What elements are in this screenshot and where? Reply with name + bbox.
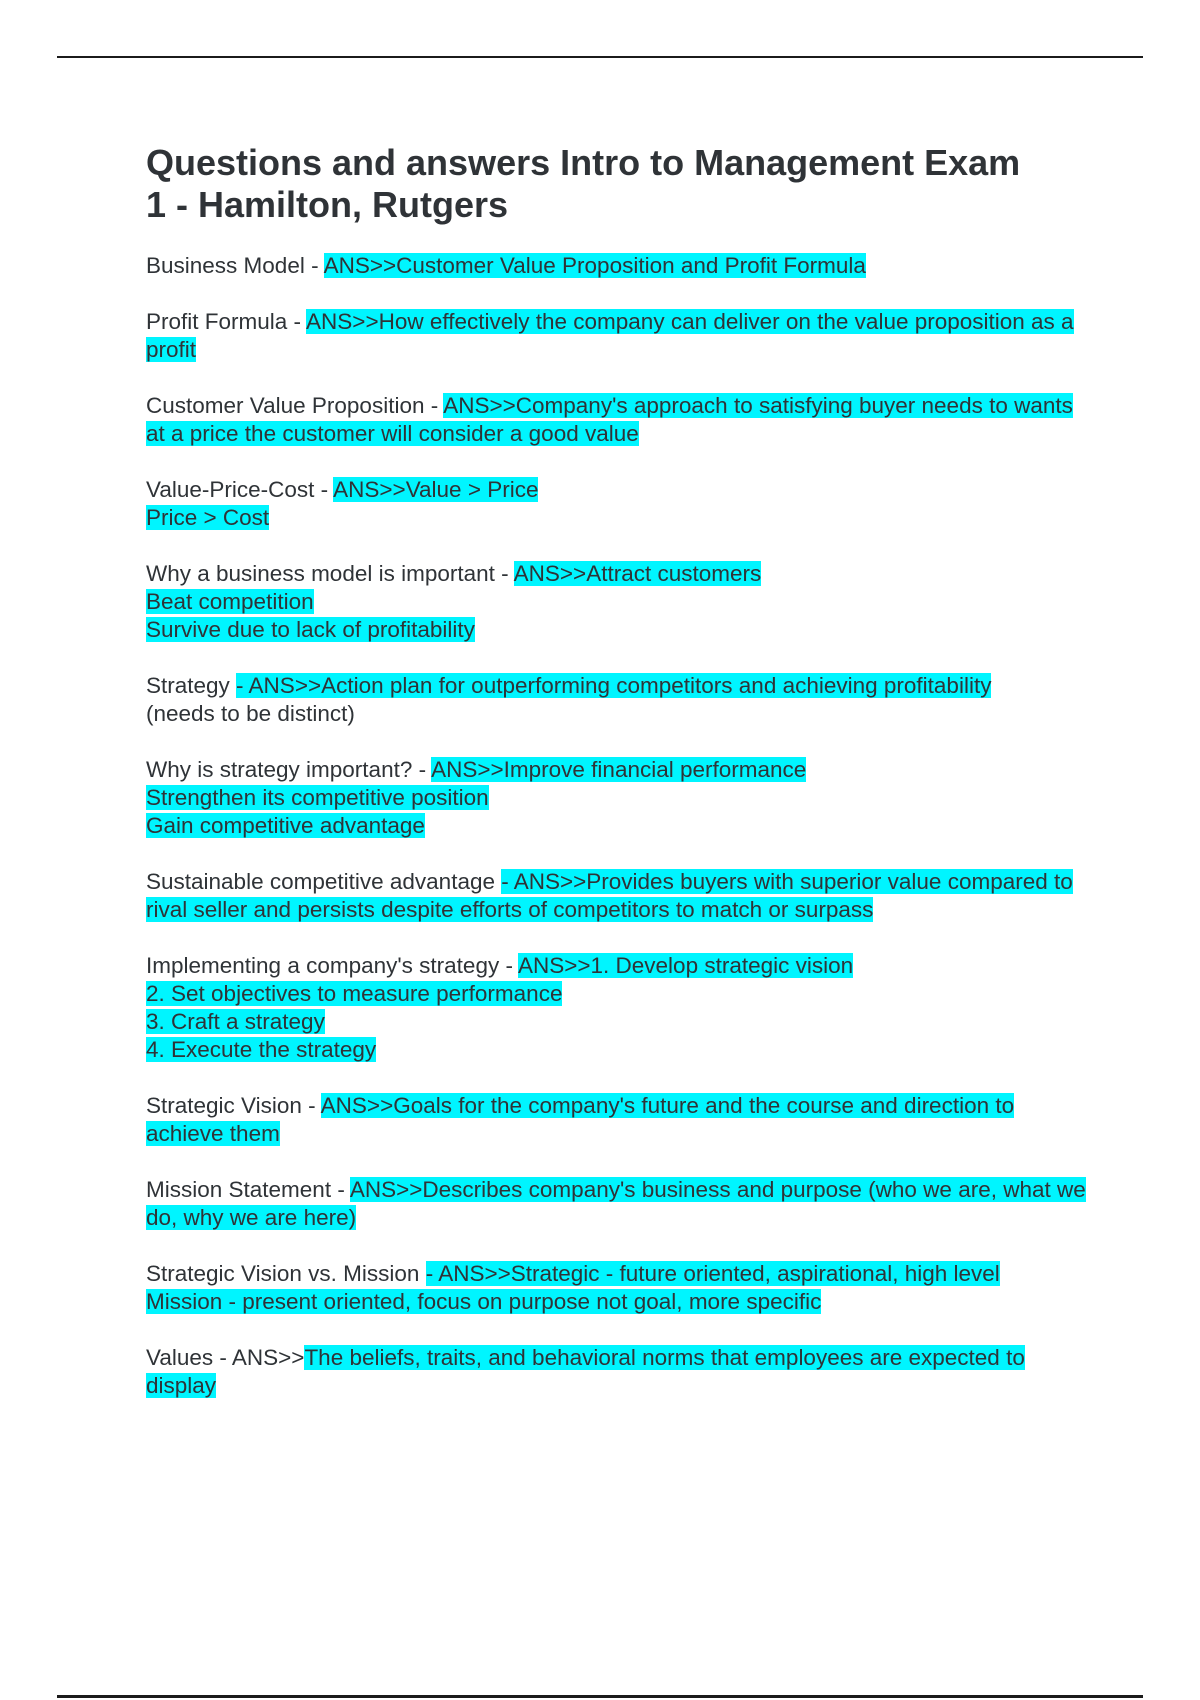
question-text: Why a business model is important -: [146, 561, 514, 586]
answer-highlight: ANS>>Customer Value Proposition and Profit Formula: [323, 253, 866, 278]
question-text: Strategic Vision -: [146, 1093, 321, 1118]
answer-highlight: ANS>>Improve financial performance: [431, 757, 807, 782]
qa-item: [146, 1092, 1086, 1148]
answer-highlight: Gain competitive advantage: [146, 813, 425, 838]
answer-highlight: ANS>>Describes company's business and purpose (who we are, what we do, why we are here): [146, 1177, 1086, 1230]
question-text: Implementing a company's strategy -: [146, 953, 518, 978]
qa-item: [146, 1260, 1086, 1316]
question-text: Values - ANS>>: [146, 1345, 305, 1370]
question-text: Sustainable competitive advantage: [146, 869, 502, 894]
bottom-rule: [57, 1695, 1143, 1698]
qa-item: [146, 1176, 1086, 1232]
top-rule: [57, 56, 1143, 58]
answer-highlight: 2. Set objectives to measure performance: [146, 981, 563, 1006]
qa-item: [146, 952, 1086, 1064]
qa-item: [146, 756, 1086, 840]
question-text: Profit Formula -: [146, 309, 307, 334]
question-text: Value-Price-Cost -: [146, 477, 334, 502]
qa-item: [146, 392, 1086, 448]
qa-item: [146, 1344, 1086, 1400]
qa-item: [146, 476, 1086, 532]
question-text: Strategic Vision vs. Mission: [146, 1261, 426, 1286]
answer-highlight: ANS>>1. Develop strategic vision: [517, 953, 854, 978]
question-text: Strategy: [146, 673, 237, 698]
answer-highlight: ANS>>Company's approach to satisfying buyer needs to wants at a price the customer will consider a good value: [146, 393, 1073, 446]
question-text: Customer Value Proposition -: [146, 393, 444, 418]
answer-highlight: Price > Cost: [146, 505, 270, 530]
answer-highlight: The beliefs, traits, and behavioral norms that employees are expected to display: [146, 1345, 1025, 1398]
qa-item: [146, 672, 1086, 728]
qa-item: [146, 868, 1086, 924]
answer-highlight: ANS>>Goals for the company's future and the course and direction to achieve them: [146, 1093, 1015, 1146]
answer-highlight: Mission - present oriented, focus on purpose not goal, more specific: [146, 1289, 822, 1314]
answer-highlight: 3. Craft a strategy: [146, 1009, 325, 1034]
document-title: Questions and answers Intro to Management Exam 1 - Hamilton, Rutgers: [146, 142, 1021, 225]
answer-highlight: - ANS>>Strategic - future oriented, aspirational, high level: [425, 1261, 1000, 1286]
answer-highlight: - ANS>>Provides buyers with superior value compared to rival seller and persists despite efforts of competitors to match or surpass: [146, 869, 1073, 922]
question-text: Mission Statement -: [146, 1177, 350, 1202]
answer-highlight: ANS>>How effectively the company can deliver on the value proposition as a profit: [146, 309, 1074, 362]
document-body: [146, 142, 1086, 1428]
answer-note: (needs to be distinct): [146, 701, 355, 726]
answer-highlight: Strengthen its competitive position: [146, 785, 489, 810]
qa-item: [146, 252, 1086, 280]
answer-highlight: Beat competition: [146, 589, 314, 614]
answer-highlight: ANS>>Value > Price: [333, 477, 539, 502]
question-text: Why is strategy important? -: [146, 757, 432, 782]
answer-highlight: ANS>>Attract customers: [513, 561, 762, 586]
answer-highlight: 4. Execute the strategy: [146, 1037, 377, 1062]
qa-item: [146, 308, 1086, 364]
qa-list: [146, 252, 1086, 1400]
qa-item: [146, 560, 1086, 644]
question-text: Business Model -: [146, 253, 324, 278]
answer-highlight: - ANS>>Action plan for outperforming competitors and achieving profitability: [236, 673, 992, 698]
answer-highlight: Survive due to lack of profitability: [146, 617, 475, 642]
